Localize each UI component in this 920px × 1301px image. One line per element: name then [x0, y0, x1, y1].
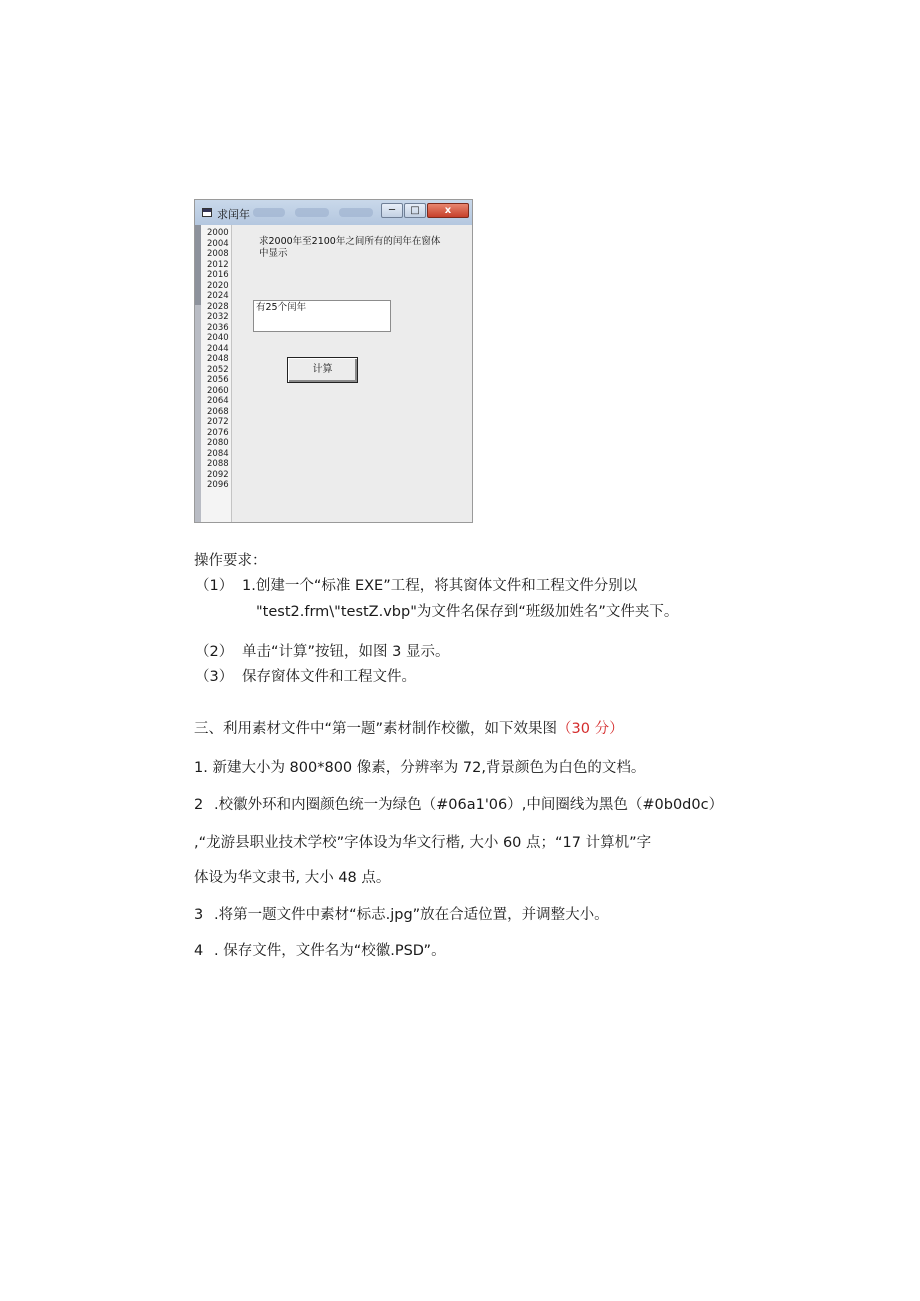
req1-number: （1） — [195, 578, 234, 594]
leap-year-listbox[interactable] — [195, 225, 232, 523]
year-list-item[interactable]: 2084 — [207, 448, 229, 459]
year-list-item[interactable]: 2004 — [207, 238, 229, 249]
year-list-item[interactable]: 2092 — [207, 469, 229, 480]
year-list-item[interactable]: 2000 — [207, 228, 229, 238]
requirements-heading: 操作要求： — [194, 553, 267, 569]
req2-text: 单击“计算”按钮，如图 3 显示。 — [242, 644, 450, 660]
maximize-icon: □ — [410, 205, 420, 216]
year-list-item[interactable]: 2072 — [207, 417, 229, 427]
year-list-item[interactable]: 2076 — [207, 427, 229, 438]
calculate-button[interactable]: 计算 — [287, 357, 358, 383]
year-list-item[interactable]: 2016 — [207, 270, 229, 280]
close-button[interactable] — [427, 203, 469, 218]
scrollbar-thumb[interactable] — [195, 225, 201, 305]
year-list-item[interactable]: 2032 — [207, 312, 229, 322]
req1-line1: 1.创建一个“标准 EXE”工程，将其窗体文件和工程文件分别以 — [242, 578, 638, 594]
section3-title: 三、利用素材文件中“第一题”素材制作校徽，如下效果图 — [194, 721, 558, 737]
item1-text: 1. 新建大小为 800*800 像素，分辨率为 72,背景颜色为白色的文档。 — [194, 760, 646, 776]
year-list-item[interactable]: 2012 — [207, 259, 229, 270]
close-icon: x — [444, 205, 452, 216]
item4-text: . 保存文件，文件名为“校徽.PSD”。 — [214, 943, 446, 959]
year-list-item[interactable]: 2068 — [207, 406, 229, 417]
year-list-item[interactable]: 2028 — [207, 301, 229, 312]
app-window-icon — [202, 208, 212, 217]
section3-heading — [194, 719, 624, 739]
window-titlebar — [195, 200, 472, 225]
maximize-button[interactable] — [404, 203, 426, 218]
year-list-item[interactable]: 2060 — [207, 385, 229, 396]
year-list — [207, 228, 229, 491]
item2-number: 2 — [194, 797, 204, 813]
year-list-item[interactable]: 2040 — [207, 333, 229, 343]
year-list-item[interactable]: 2088 — [207, 459, 229, 469]
year-list-item[interactable]: 2080 — [207, 438, 229, 448]
year-list-item[interactable]: 2048 — [207, 354, 229, 364]
minimize-icon: ─ — [388, 205, 396, 216]
item4-number: 4 — [194, 943, 204, 959]
item2-line2: ,“龙游县职业技术学校”字体设为华文行楷, 大小 60 点；“17 计算机”字 — [194, 835, 652, 851]
blurred-titlebar-detail — [253, 208, 285, 217]
year-list-item[interactable]: 2064 — [207, 396, 229, 406]
window-title: 求闰年 — [217, 208, 250, 221]
listbox-scrollbar[interactable] — [195, 225, 201, 523]
year-list-item[interactable]: 2056 — [207, 375, 229, 385]
result-textbox[interactable]: 有25个闰年 — [253, 300, 391, 332]
item2-line3: 体设为华文隶书, 大小 48 点。 — [194, 870, 391, 886]
leap-year-window-screenshot — [194, 199, 473, 523]
blurred-titlebar-detail — [295, 208, 329, 217]
year-list-item[interactable]: 2024 — [207, 291, 229, 301]
section3-score: （30 分） — [557, 721, 624, 737]
year-list-item[interactable]: 2020 — [207, 280, 229, 291]
item3-text: .将第一题文件中素材“标志.jpg”放在合适位置，并调整大小。 — [214, 907, 609, 923]
prompt-label: 求2000年至2100年之间所有的闰年在窗体中显示 — [259, 236, 441, 259]
req3-text: 保存窗体文件和工程文件。 — [242, 669, 416, 685]
year-list-item[interactable]: 2052 — [207, 364, 229, 375]
year-list-item[interactable]: 2096 — [207, 480, 229, 490]
req1-line2: "test2.frm\"testZ.vbp"为文件名保存到“班级加姓名”文件夹下。 — [256, 604, 679, 620]
req3-number: （3） — [195, 669, 234, 685]
blurred-titlebar-detail — [339, 208, 373, 217]
item3-number: 3 — [194, 907, 204, 923]
item2-line1: .校徽外环和内圈颜色统一为绿色（#06a1'06）,中间圈线为黑色（#0b0d0c） — [214, 797, 724, 813]
year-list-item[interactable]: 2036 — [207, 322, 229, 333]
year-list-item[interactable]: 2008 — [207, 249, 229, 259]
req2-number: （2） — [195, 644, 234, 660]
year-list-item[interactable]: 2044 — [207, 343, 229, 354]
minimize-button[interactable] — [381, 203, 403, 218]
